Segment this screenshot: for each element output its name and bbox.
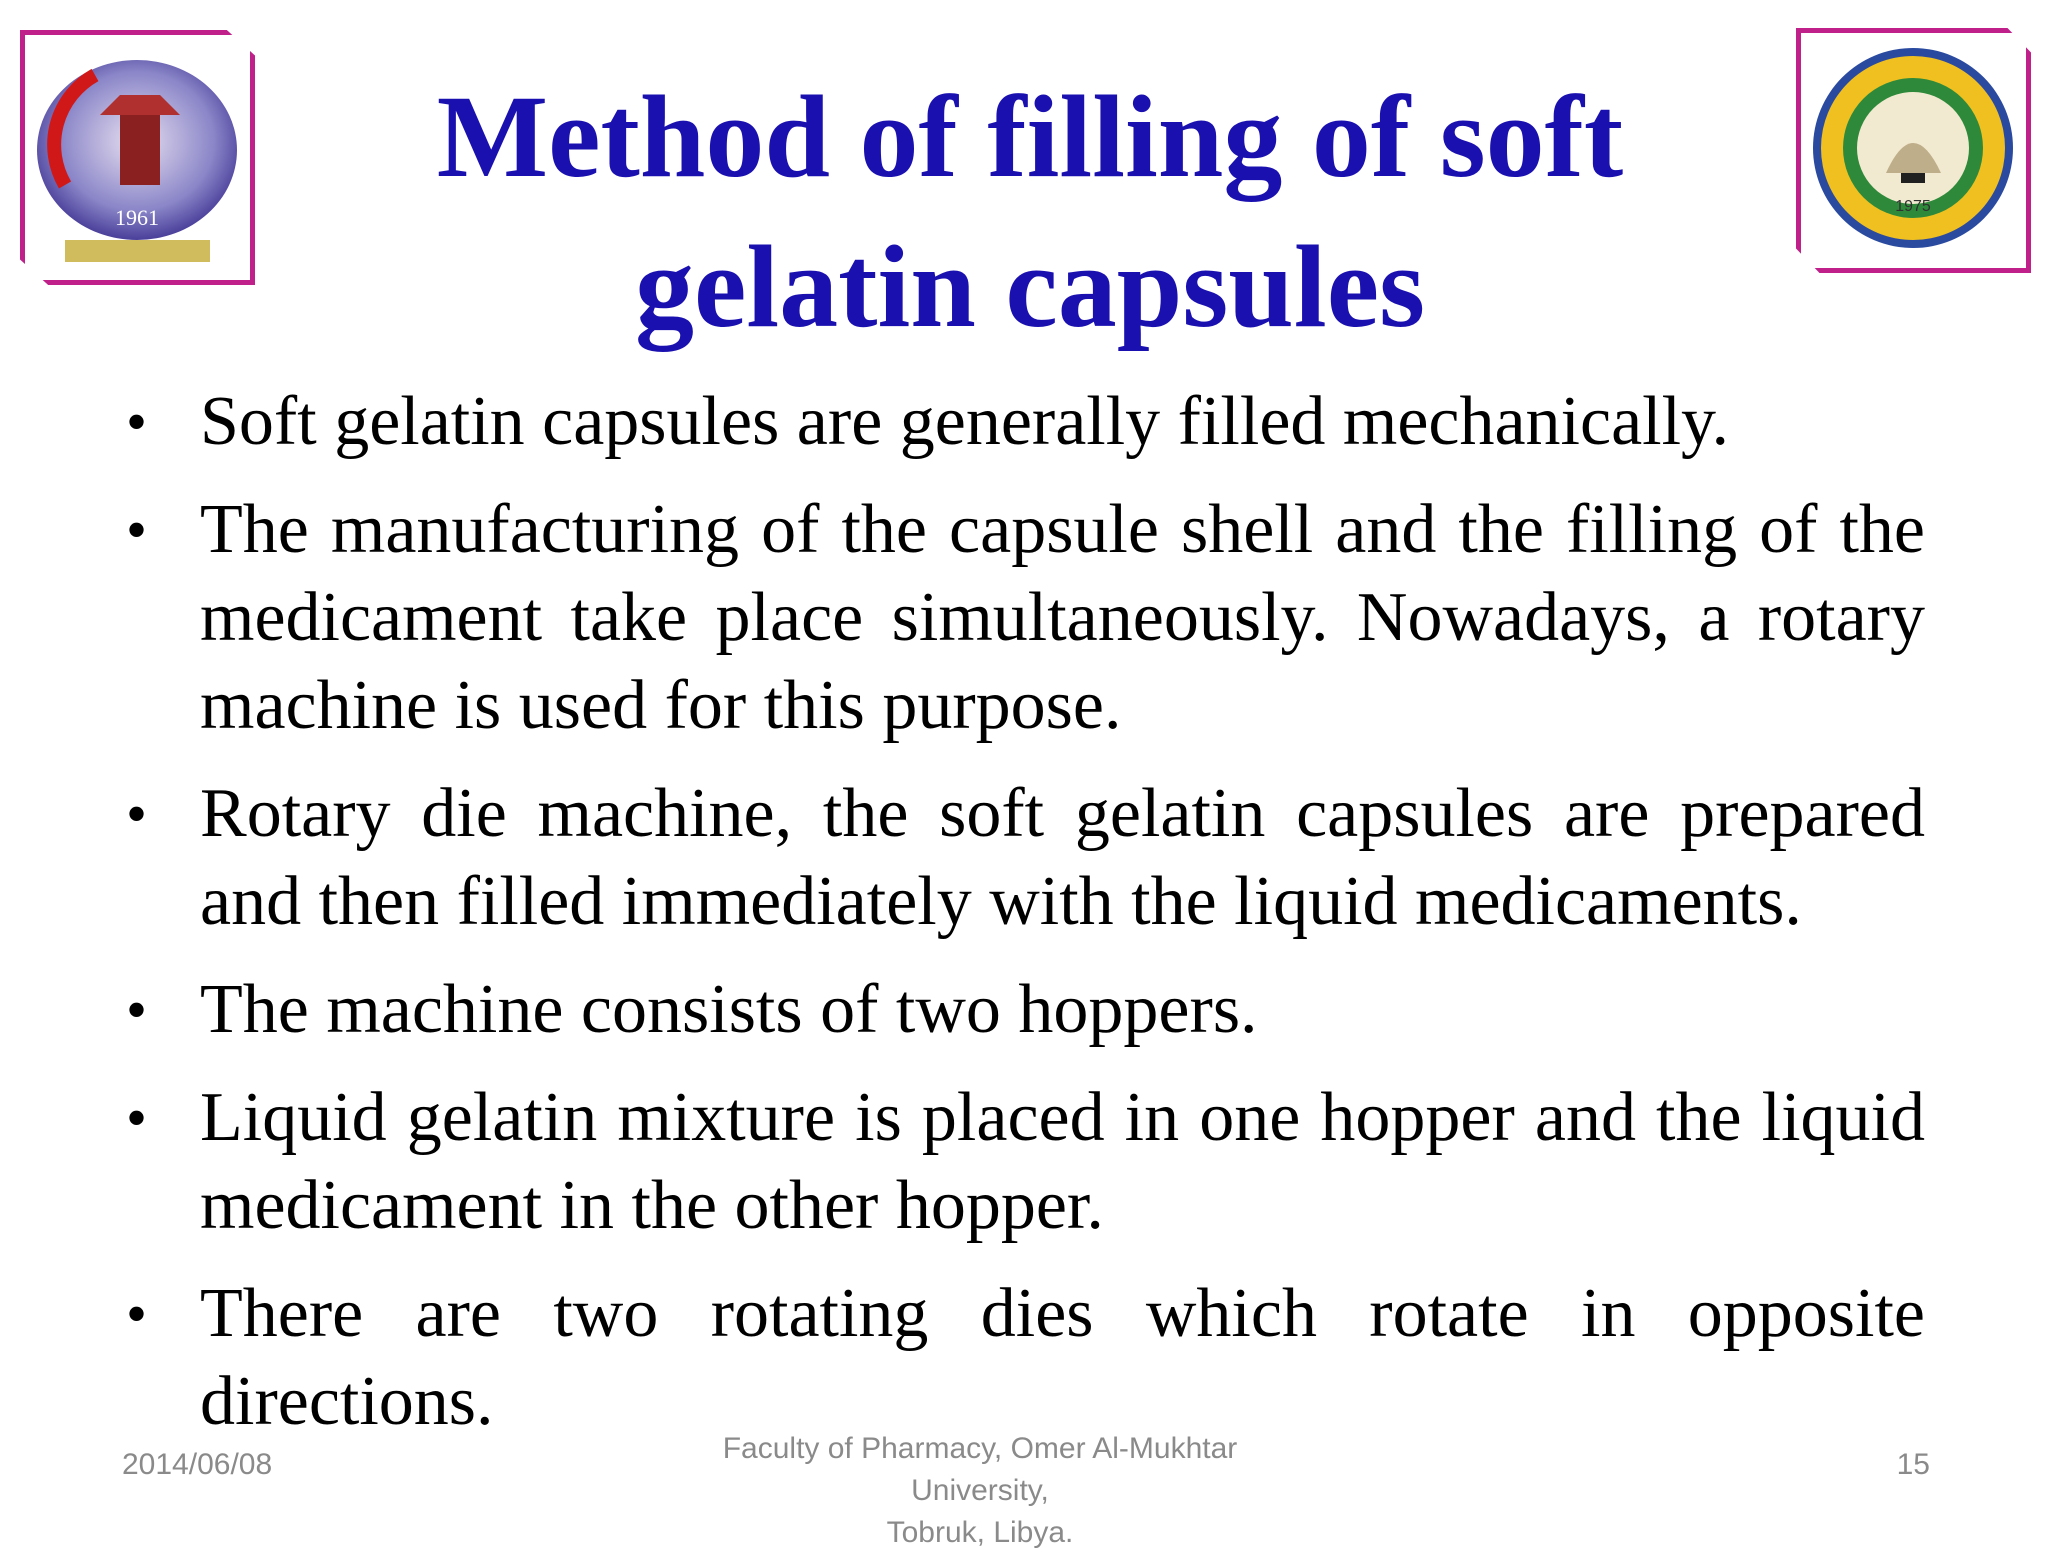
bullet-text: The manufacturing of the capsule shell and the filling of the medicament take place simultaneously. Nowadays, a rotary machine is used for this purpose. — [200, 491, 1925, 744]
bullet-text: Liquid gelatin mixture is placed in one hopper and the liquid medicament in the other hopper. — [200, 1079, 1925, 1244]
bullet-icon: • — [126, 1085, 148, 1151]
bullet-item — [120, 1270, 1925, 1446]
title-line-2: gelatin capsules — [635, 221, 1425, 352]
bullet-text: The machine consists of two hoppers. — [200, 971, 1258, 1048]
bullet-text: There are two rotating dies which rotate in opposite directions. — [200, 1275, 1925, 1440]
bullet-icon: • — [126, 977, 148, 1043]
university-logo — [1796, 28, 2031, 273]
bullet-item — [120, 486, 1925, 750]
bullet-text: Soft gelatin capsules are generally filled mechanically. — [200, 383, 1729, 460]
bullet-icon: • — [126, 497, 148, 563]
svg-text:1961: 1961 — [115, 205, 159, 230]
svg-text:1975: 1975 — [1895, 198, 1931, 215]
slide-title — [300, 62, 1760, 362]
page-number: 15 — [1896, 1448, 1930, 1481]
university-seal-logo-icon — [1801, 33, 2026, 268]
pharmacy-faculty-logo-icon — [25, 35, 250, 280]
title-line-1: Method of filling of soft — [436, 71, 1624, 202]
bullet-item — [120, 770, 1925, 946]
bullet-item — [120, 1074, 1925, 1250]
bullet-item — [120, 378, 1925, 466]
footer-org-line-1: Faculty of Pharmacy, Omer Al-Mukhtar University, — [722, 1432, 1238, 1507]
bullet-list — [120, 378, 1925, 1466]
bullet-icon: • — [126, 1281, 148, 1347]
bullet-item — [120, 966, 1925, 1054]
bullet-icon: • — [126, 781, 148, 847]
bullet-text: Rotary die machine, the soft gelatin capsules are prepared and then filled immediately with the liquid medicaments. — [200, 775, 1925, 940]
bullet-icon: • — [126, 389, 148, 455]
footer-date: 2014/06/08 — [122, 1448, 273, 1481]
footer-organization — [700, 1428, 1260, 1554]
footer-org-line-2: Tobruk, Libya. — [886, 1516, 1074, 1549]
faculty-logo — [20, 30, 255, 285]
